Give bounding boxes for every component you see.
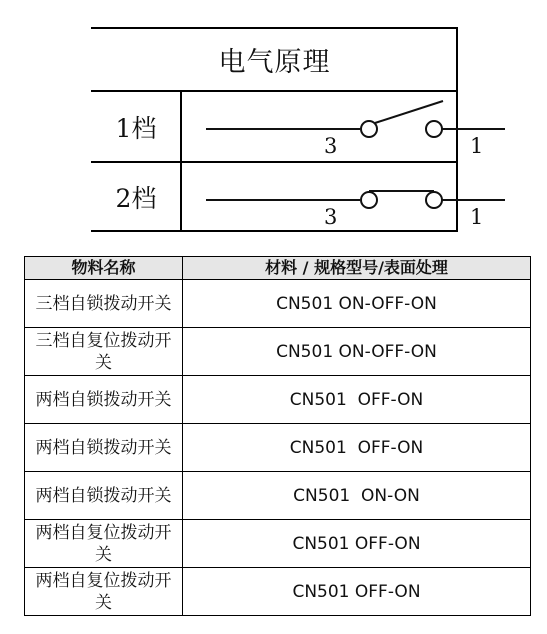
- material-name-cell: 两档自复位拨动开关: [25, 568, 183, 616]
- materials-header-row: [25, 257, 531, 280]
- table-row: [25, 328, 531, 376]
- material-name-cell: 两档自锁拨动开关: [25, 472, 183, 520]
- pin-1-label: 1: [470, 134, 484, 158]
- materials-table: [24, 256, 531, 616]
- material-name-cell: 三档自复位拨动开关: [25, 328, 183, 376]
- pin-3-label: 3: [324, 134, 338, 158]
- material-name-cell: 两档自复位拨动开关: [25, 520, 183, 568]
- material-spec-cell: CN501 ON-OFF-ON: [183, 280, 531, 328]
- right-contact: [426, 121, 442, 137]
- gear-1-label: 1档: [115, 113, 157, 143]
- header-material-spec: 材料 / 规格型号/表面处理: [183, 257, 531, 280]
- diagram-bottom-border: [91, 230, 458, 232]
- table-row: [25, 424, 531, 472]
- table-row: [25, 472, 531, 520]
- material-spec-cell: CN501 OFF-ON: [183, 376, 531, 424]
- gear-2-label: 2档: [115, 183, 157, 213]
- pin-3-label: 3: [324, 205, 338, 229]
- table-row: [25, 520, 531, 568]
- material-name-cell: 三档自锁拨动开关: [25, 280, 183, 328]
- diagram-title: 电气原理: [218, 46, 331, 78]
- right-contact: [426, 192, 442, 208]
- left-contact: [361, 192, 377, 208]
- gear-2-closed-switch-symbol: [183, 163, 484, 230]
- material-name-cell: 两档自锁拨动开关: [25, 424, 183, 472]
- gear-1-open-switch-symbol: [183, 92, 484, 161]
- material-spec-cell: CN501 OFF-ON: [183, 424, 531, 472]
- material-spec-cell: CN501 ON-OFF-ON: [183, 328, 531, 376]
- table-row: [25, 280, 531, 328]
- wiring-diagram-table: [91, 27, 484, 232]
- table-row: [25, 376, 531, 424]
- switch-lever: [375, 101, 443, 123]
- pin-1-label: 1: [470, 205, 484, 229]
- material-spec-cell: CN501 OFF-ON: [183, 520, 531, 568]
- material-name-cell: 两档自锁拨动开关: [25, 376, 183, 424]
- material-spec-cell: CN501 OFF-ON: [183, 568, 531, 616]
- table-row: [25, 568, 531, 616]
- left-contact: [361, 121, 377, 137]
- header-material-name: 物料名称: [25, 257, 183, 280]
- material-spec-cell: CN501 ON-ON: [183, 472, 531, 520]
